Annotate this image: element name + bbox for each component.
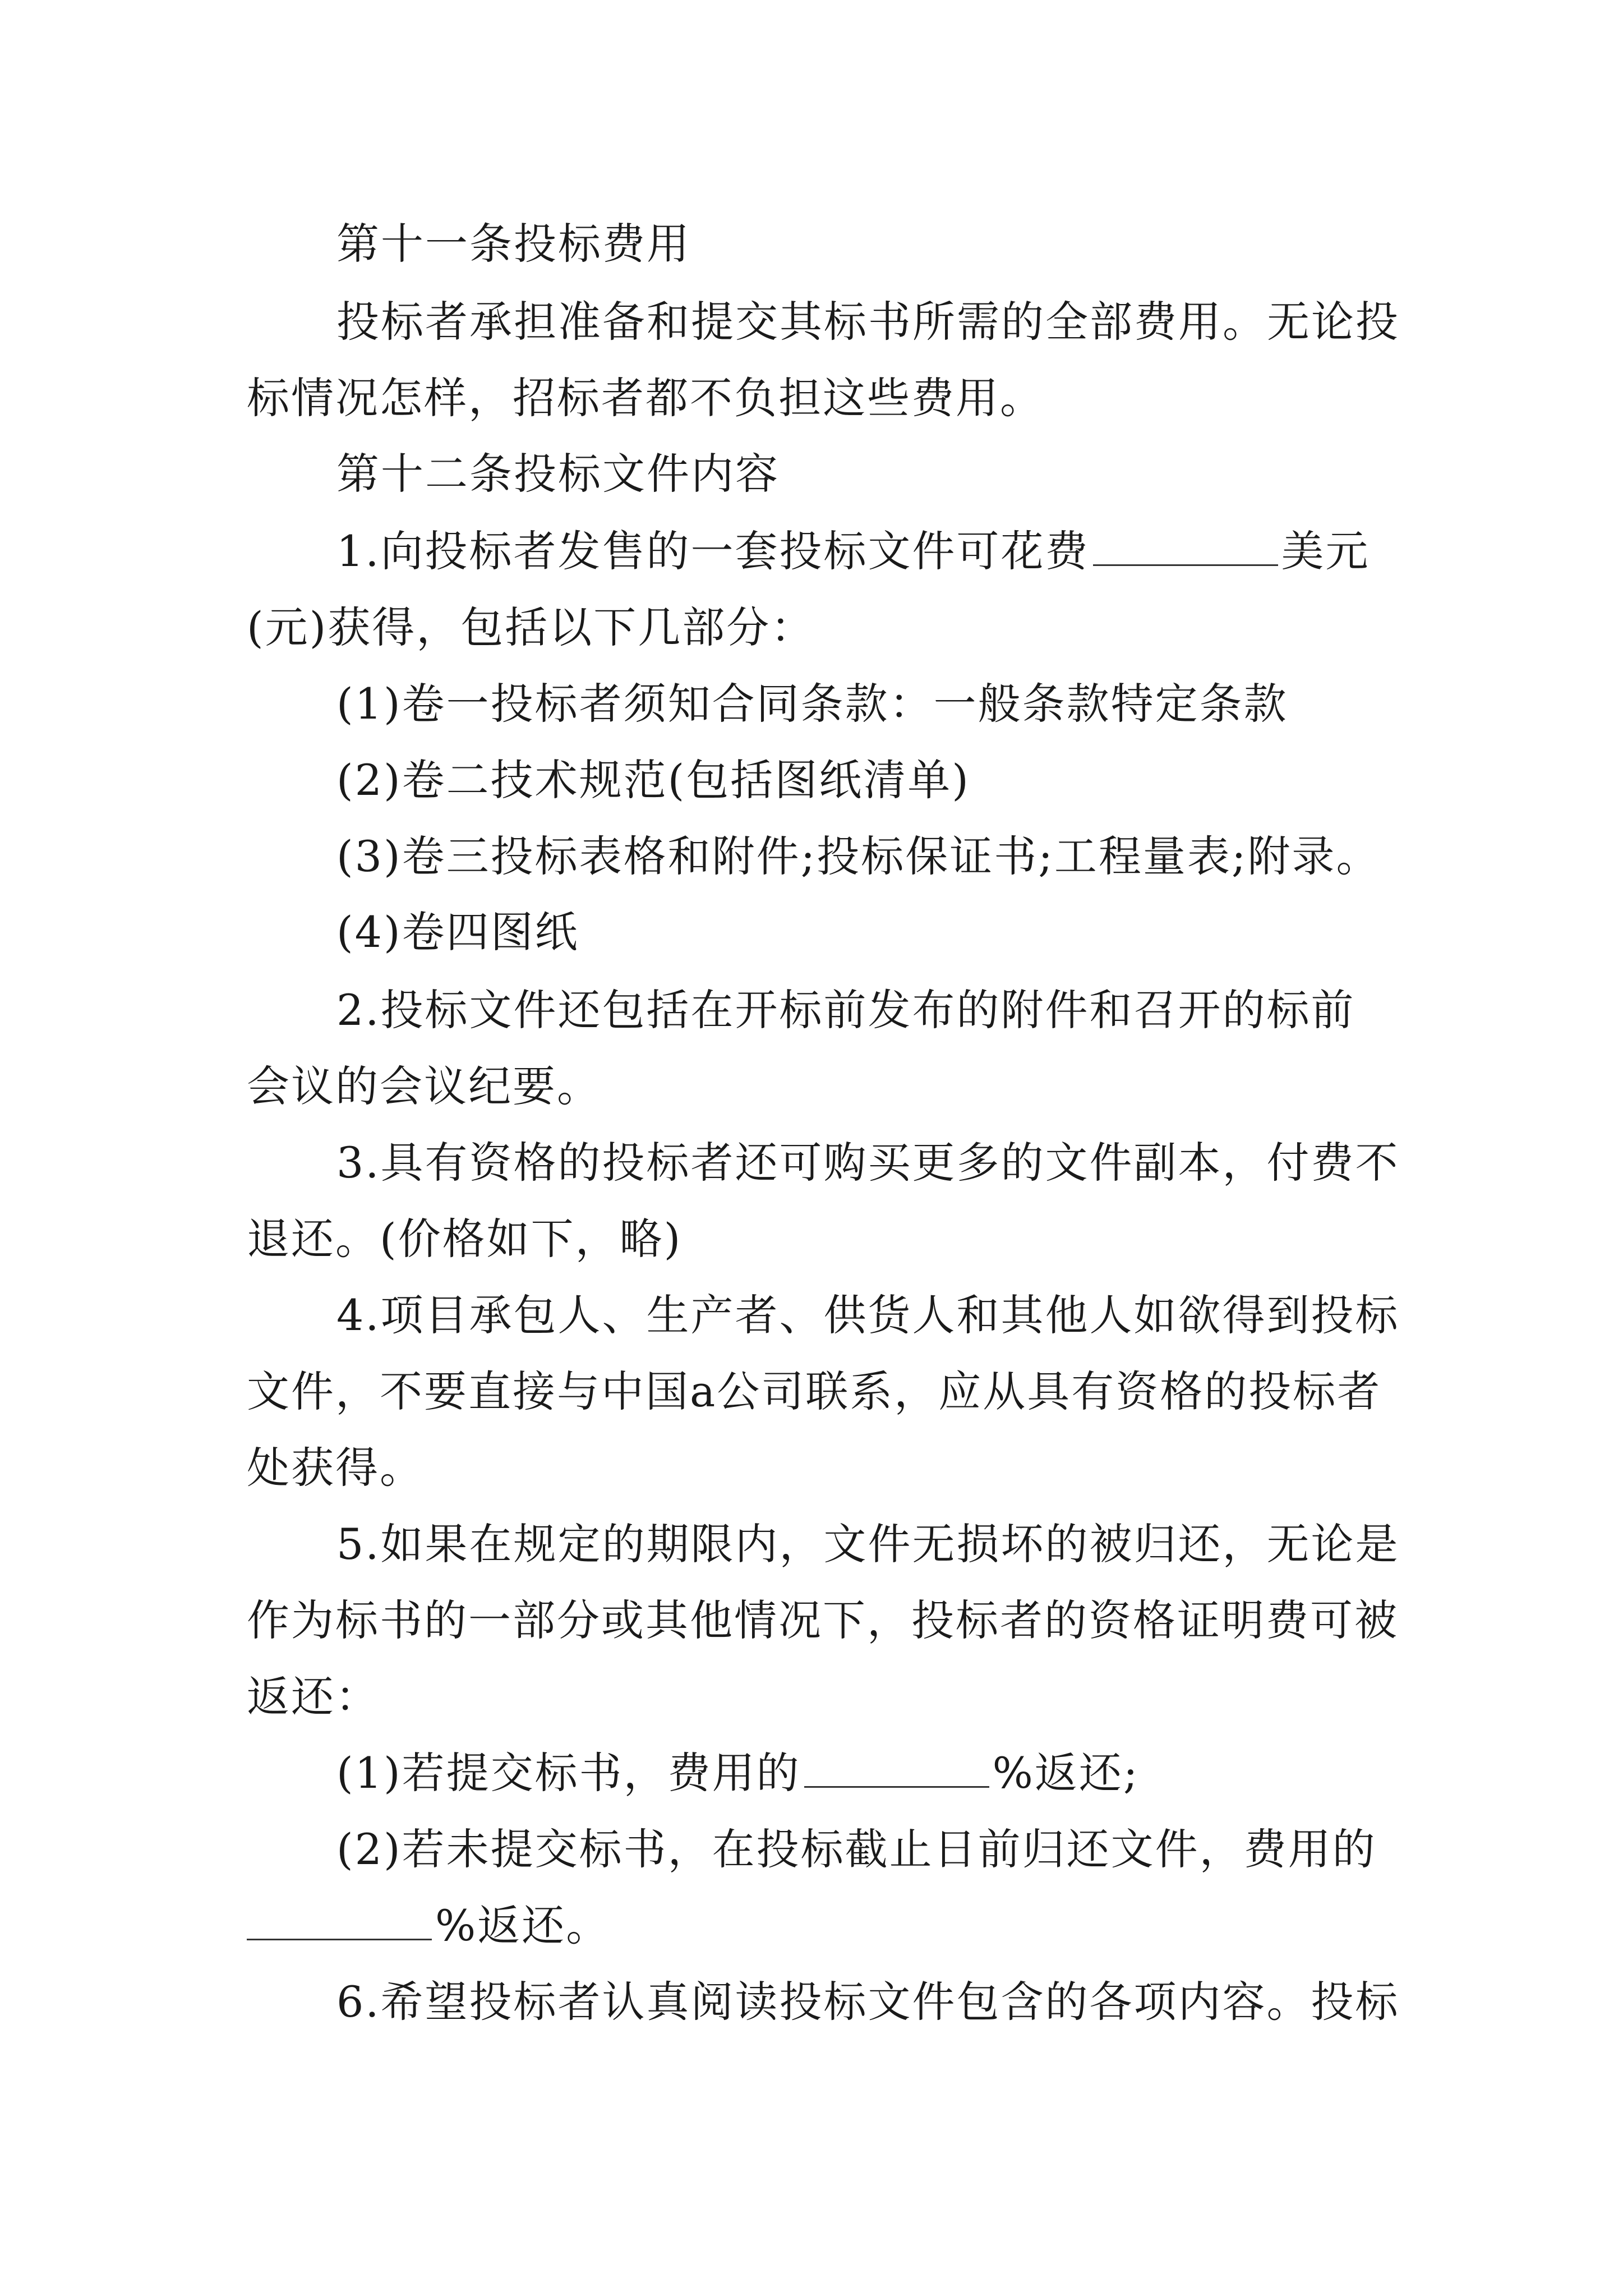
paragraph-line: 返还： [247,1672,380,1722]
fill-in-blank [247,1899,432,1940]
list-item: (3)卷三投标表格和附件;投标保证书;工程量表;附录。 [336,831,1381,881]
paragraph-line: 作为标书的一部分或其他情况下，投标者的资格证明费可被 [247,1595,1399,1645]
paragraph-line: 标情况怎样，招标者都不负担这些费用。 [247,373,1044,423]
fill-in-blank [1093,525,1278,566]
list-item: (1)若提交标书，费用的 %返还; [336,1748,1140,1798]
paragraph-line: (元)获得，包括以下几部分： [247,602,815,652]
article-11-heading: 第十一条投标费用 [336,219,691,269]
paragraph-line: 处获得。 [247,1443,424,1493]
paragraph-line: 1.向投标者发售的一套投标文件可花费 美元 [336,526,1370,576]
list-item: (2)若未提交标书，在投标截止日前归还文件，费用的 [336,1824,1377,1874]
list-item: (1)卷一投标者须知合同条款：一般条款特定条款 [336,679,1288,729]
list-item: (4)卷四图纸 [336,907,579,957]
paragraph-line: 投标者承担准备和提交其标书所需的全部费用。无论投 [336,297,1400,347]
paragraph-line: 5.如果在规定的期限内，文件无损坏的被归还，无论是 [336,1519,1400,1569]
paragraph-line: 退还。(价格如下，略) [247,1214,683,1264]
list-item: (2)卷二技术规范(包括图纸清单) [336,755,970,805]
paragraph-line: 2.投标文件还包括在开标前发布的附件和召开的标前 [336,985,1355,1035]
paragraph-line: 3.具有资格的投标者还可购买更多的文件副本，付费不 [336,1138,1400,1188]
paragraph-line: %返还。 [247,1898,610,1954]
paragraph-line: 6.希望投标者认真阅读投标文件包含的各项内容。投标 [336,1977,1400,2027]
article-12-heading: 第十二条投标文件内容 [336,449,780,499]
paragraph-line: 会议的会议纪要。 [247,1061,601,1111]
paragraph-line: 4.项目承包人、生产者、供货人和其他人如欲得到投标 [336,1290,1400,1340]
paragraph-line: 文件，不要直接与中国a公司联系，应从具有资格的投标者 [247,1366,1382,1416]
fill-in-blank [804,1747,989,1788]
